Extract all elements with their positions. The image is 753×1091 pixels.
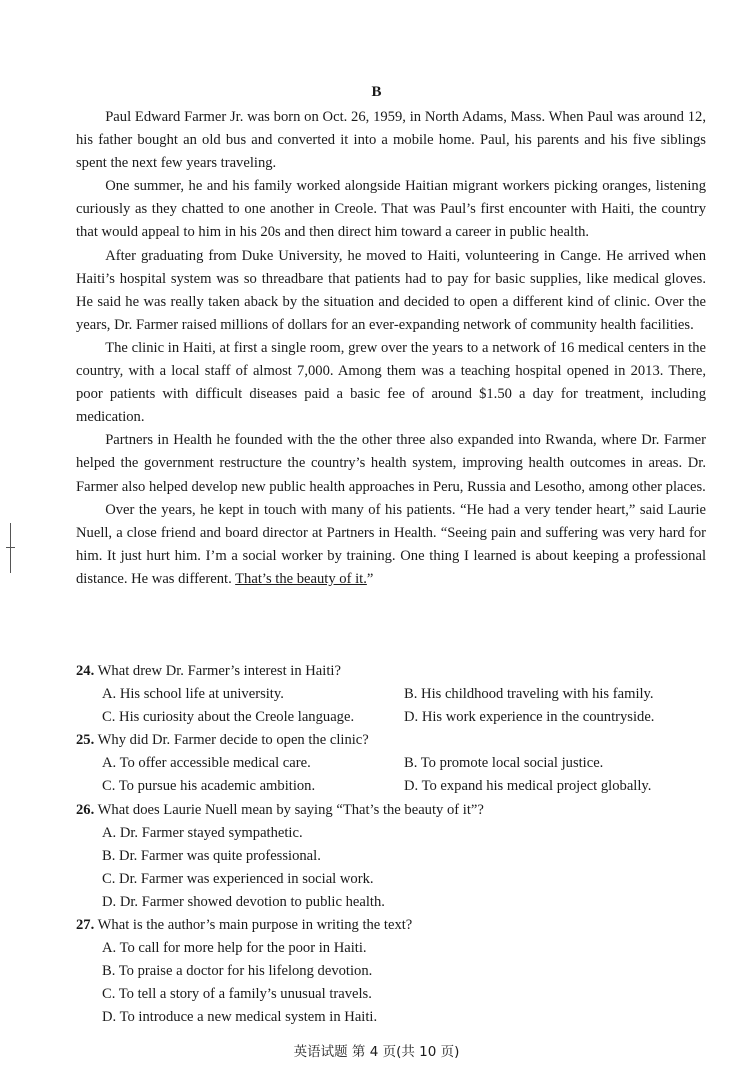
last-paragraph-text: Over the years, he kept in touch with many of his patients. “He had a very tender heart,” said Laurie Nuell, a close friend and board director at Partners in Health. “Seeing pain and suffering was very hard for him. It just hurt him. I’m a social worker by training. One thing I learned is about keeping a professional distance. He was different. bbox=[76, 501, 706, 587]
option-row bbox=[76, 683, 706, 706]
option-b[interactable]: B. To promote local social justice. bbox=[404, 755, 604, 772]
question-text: Why did Dr. Farmer decide to open the clinic? bbox=[97, 732, 369, 749]
question-number: 24. bbox=[76, 663, 95, 679]
underlined-sentence: That’s the beauty of it. bbox=[235, 570, 367, 587]
option-d[interactable]: D. His work experience in the countryside. bbox=[404, 709, 655, 726]
reading-passage bbox=[76, 106, 706, 591]
option-d[interactable]: D. To expand his medical project globally. bbox=[404, 778, 652, 795]
question-text: What is the author’s main purpose in writing the text? bbox=[97, 917, 413, 934]
option-row bbox=[76, 706, 706, 729]
option-c[interactable]: C. Dr. Farmer was experienced in social work. bbox=[102, 870, 374, 887]
option-a[interactable]: A. His school life at university. bbox=[102, 686, 284, 703]
question-stem bbox=[76, 799, 706, 822]
option-c[interactable]: C. His curiosity about the Creole language. bbox=[102, 709, 355, 726]
question-stem bbox=[76, 660, 706, 683]
question-stem bbox=[76, 729, 706, 752]
passage-paragraph: Paul Edward Farmer Jr. was born on Oct. 26, 1959, in North Adams, Mass. When Paul was around 12, his father bought an old bus and converted it into a mobile home. Paul, his parents and his five siblings spent the next few years traveling. bbox=[76, 109, 706, 172]
option-d[interactable]: D. To introduce a new medical system in Haiti. bbox=[102, 1009, 378, 1026]
question-text: What does Laurie Nuell mean by saying “That’s the beauty of it”? bbox=[97, 801, 484, 818]
option-d[interactable]: D. Dr. Farmer showed devotion to public health. bbox=[102, 893, 385, 910]
option-row bbox=[76, 752, 706, 775]
passage-paragraph: The clinic in Haiti, at first a single room, grew over the years to a network of 16 medical centers in the country, with a local staff of almost 7,000. Among them was a teaching hospital opened in 2013. There, poor patients with difficult diseases paid a basic fee of around $1.50 a day for treatment, including medication. bbox=[76, 339, 706, 426]
question-27 bbox=[76, 914, 706, 1029]
option-a[interactable]: A. To call for more help for the poor in Haiti. bbox=[102, 940, 367, 957]
question-stem bbox=[76, 914, 706, 937]
question-number: 25. bbox=[76, 732, 95, 749]
question-26 bbox=[76, 799, 706, 914]
option-row bbox=[76, 775, 706, 798]
passage-paragraph: After graduating from Duke University, he moved to Haiti, volunteering in Cange. He arrived when Haiti’s hospital system was so threadbare that patients had to pay for basic supplies, like medical gloves. He said he was really taken aback by the situation and decided to open a different kind of clinic. Over the years, Dr. Farmer raised millions of dollars for an ever-expanding network of community health facilities. bbox=[76, 247, 706, 333]
question-list bbox=[76, 660, 706, 1030]
option-a[interactable]: A. Dr. Farmer stayed sympathetic. bbox=[102, 824, 303, 841]
question-number: 27. bbox=[76, 917, 95, 934]
option-c[interactable]: C. To pursue his academic ambition. bbox=[102, 778, 316, 795]
option-a[interactable]: A. To offer accessible medical care. bbox=[102, 755, 311, 772]
question-text: What drew Dr. Farmer’s interest in Haiti? bbox=[97, 663, 341, 679]
option-b[interactable]: B. His childhood traveling with his family. bbox=[404, 686, 654, 703]
closing-quote: ” bbox=[366, 570, 374, 587]
question-25 bbox=[76, 729, 706, 798]
section-title: B bbox=[371, 84, 382, 100]
passage-paragraph-last bbox=[76, 499, 706, 591]
question-24 bbox=[76, 660, 706, 729]
option-b[interactable]: B. To praise a doctor for his lifelong devotion. bbox=[102, 963, 373, 980]
passage-paragraph: One summer, he and his family worked alongside Haitian migrant workers picking oranges, listening curiously as they chatted to one another in Creole. That was Paul’s first encounter with Haiti, the country that would appeal to him in his 20s and then direct him toward a career in public health. bbox=[76, 178, 706, 241]
question-number: 26. bbox=[76, 801, 95, 818]
binding-margin-mark bbox=[10, 523, 11, 573]
page-footer: 英语试题 第 4 页(共 10 页) bbox=[293, 1044, 460, 1060]
passage-paragraph: Partners in Health he founded with the the other three also expanded into Rwanda, where Dr. Farmer helped the government restructure the country’s health system, improving health outcomes in areas. Dr. Farmer also helped develop new public health approaches in Peru, Russia and Lesotho, among other places. bbox=[76, 432, 706, 495]
option-b[interactable]: B. Dr. Farmer was quite professional. bbox=[102, 847, 321, 864]
option-c[interactable]: C. To tell a story of a family’s unusual travels. bbox=[102, 986, 372, 1003]
